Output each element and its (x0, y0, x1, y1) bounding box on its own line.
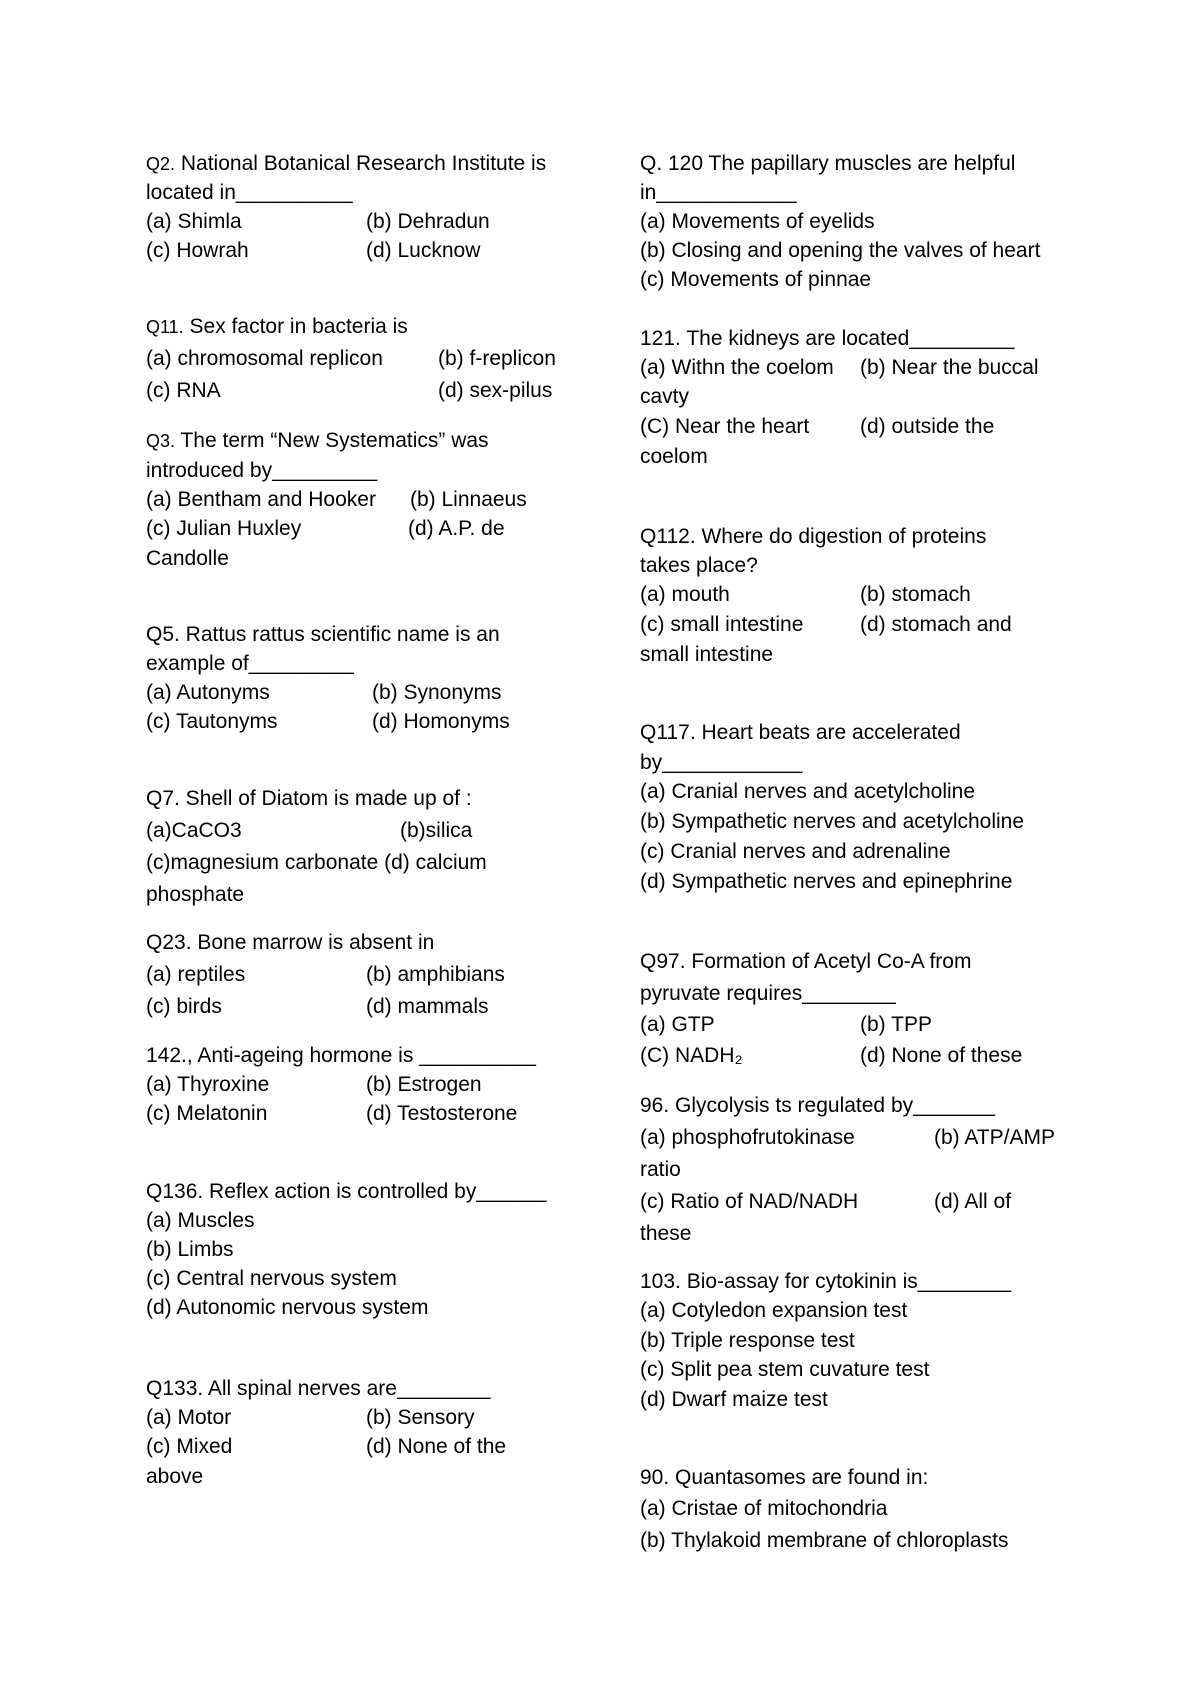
option-c: (c) Central nervous system (146, 1267, 397, 1290)
option-b: (b) Sensory (366, 1406, 475, 1429)
option-b: (b) Estrogen (366, 1073, 482, 1096)
option-d: (d) None of these (860, 1044, 1023, 1067)
option-a: (a) reptiles (146, 963, 246, 986)
option-a: (a) Cotyledon expansion test (640, 1299, 908, 1322)
option-c: (C) Near the heart (640, 415, 810, 438)
question-text-line: by____________ (640, 751, 803, 774)
option-d: (d) Lucknow (366, 239, 481, 262)
option-b: (b) TPP (860, 1013, 932, 1036)
question-text-line: National Botanical Research Institute is (180, 152, 547, 175)
option-d: (d) mammals (366, 995, 489, 1018)
option-c: (c) Ratio of NAD/NADH (640, 1190, 859, 1213)
option-b: (b) Closing and opening the valves of heart (640, 239, 1041, 262)
option-a: (a) Autonyms (146, 681, 270, 704)
question-text-line: 103. Bio-assay for cytokinin is________ (640, 1270, 1012, 1293)
option-a: (a) Motor (146, 1406, 232, 1429)
option-c: (c) Movements of pinnae (640, 268, 872, 291)
option-b: (b) ATP/AMP (934, 1126, 1055, 1149)
option-a: (a) Thyroxine (146, 1073, 270, 1096)
option-b: (b)silica (400, 819, 473, 842)
question-text-line: located in__________ (146, 181, 353, 204)
option-d-continued: above (146, 1465, 204, 1488)
question-text-line: takes place? (640, 554, 758, 577)
option-a: (a) chromosomal replicon (146, 347, 383, 370)
option-c-d: (c)magnesium carbonate (d) calcium (146, 851, 487, 874)
option-d: (d) A.P. de (408, 517, 505, 540)
option-b: (b) f-replicon (438, 347, 556, 370)
question-text-line: introduced by_________ (146, 459, 378, 482)
option-b: (b) Sympathetic nerves and acetylcholine (640, 810, 1025, 833)
option-a: (a) Bentham and Hooker (146, 488, 376, 511)
option-d: (d) stomach and (860, 613, 1012, 636)
question-text-line: Q112. Where do digestion of proteins (640, 525, 987, 548)
option-a: (a) GTP (640, 1013, 715, 1036)
question-text-line: 96. Glycolysis ts regulated by_______ (640, 1094, 995, 1117)
question-text-line: example of_________ (146, 652, 354, 675)
question-text-line: Sex factor in bacteria is (189, 315, 408, 338)
option-b: (b) Linnaeus (410, 488, 527, 511)
question-text-line: Q5. Rattus rattus scientific name is an (146, 623, 500, 646)
question-text-line: Q7. Shell of Diatom is made up of : (146, 787, 472, 810)
question-text-line: The term “New Systematics” was (180, 429, 489, 452)
question-number: Q3. (146, 431, 176, 451)
option-d-continued: these (640, 1222, 692, 1245)
option-b-continued: cavty (640, 385, 690, 408)
question-text-line: Q97. Formation of Acetyl Co-A from (640, 950, 972, 973)
question-text-line: Q23. Bone marrow is absent in (146, 931, 435, 954)
option-a: (a)CaCO3 (146, 819, 242, 842)
option-a: (a) mouth (640, 583, 730, 606)
option-c: (c) RNA (146, 379, 221, 402)
question-text-line: Q136. Reflex action is controlled by______ (146, 1180, 547, 1203)
option-a: (a) Cristae of mitochondria (640, 1497, 888, 1520)
question-text-line: Q. 120 The papillary muscles are helpful (640, 152, 1016, 175)
option-b: (b) Synonyms (372, 681, 502, 704)
option-a: (a) Muscles (146, 1209, 255, 1232)
option-d-continued: small intestine (640, 643, 774, 666)
option-d: (d) Testosterone (366, 1102, 518, 1125)
option-d-continued: coelom (640, 445, 708, 468)
question-text-line: in____________ (640, 181, 797, 204)
option-d: (d) outside the (860, 415, 995, 438)
option-b: (b) stomach (860, 583, 971, 606)
question-text (146, 430, 489, 451)
option-d-continued: phosphate (146, 883, 245, 906)
option-d-continued: Candolle (146, 547, 229, 570)
question-text-line: 142., Anti-ageing hormone is __________ (146, 1044, 536, 1067)
option-c: (c) Julian Huxley (146, 517, 302, 540)
option-a: (a) Cranial nerves and acetylcholine (640, 780, 976, 803)
option-a: (a) Shimla (146, 210, 242, 233)
question-number: Q11. (146, 317, 184, 337)
option-c: (c) Split pea stem cuvature test (640, 1358, 930, 1381)
option-d: (d) Autonomic nervous system (146, 1296, 429, 1319)
option-d: (d) Homonyms (372, 710, 510, 733)
option-a: (a) Movements of eyelids (640, 210, 875, 233)
option-c: (c) small intestine (640, 613, 804, 636)
option-b-continued: ratio (640, 1158, 681, 1181)
question-text (146, 316, 408, 337)
option-b: (b) Dehradun (366, 210, 490, 233)
option-b: (b) amphibians (366, 963, 505, 986)
question-text-line: 90. Quantasomes are found in: (640, 1466, 929, 1489)
option-c: (c) Cranial nerves and adrenaline (640, 840, 951, 863)
option-b: (b) Triple response test (640, 1329, 855, 1352)
question-text-line: Q117. Heart beats are accelerated (640, 721, 961, 744)
option-b: (b) Near the buccal (860, 356, 1039, 379)
option-b: (b) Limbs (146, 1238, 234, 1261)
option-b: (b) Thylakoid membrane of chloroplasts (640, 1529, 1009, 1552)
option-c: (C) NADH₂ (640, 1044, 743, 1067)
question-text-line: 121. The kidneys are located_________ (640, 327, 1015, 350)
option-d: (d) sex-pilus (438, 379, 553, 402)
option-a: (a) phosphofrutokinase (640, 1126, 855, 1149)
question-number: Q2. (146, 154, 176, 174)
option-d: (d) Dwarf maize test (640, 1388, 828, 1411)
option-a: (a) Withn the coelom (640, 356, 834, 379)
option-c: (c) birds (146, 995, 222, 1018)
option-d: (d) Sympathetic nerves and epinephrine (640, 870, 1013, 893)
option-c: (c) Mixed (146, 1435, 233, 1458)
question-text (146, 153, 546, 174)
option-d: (d) All of (934, 1190, 1012, 1213)
option-c: (c) Howrah (146, 239, 249, 262)
option-c: (c) Tautonyms (146, 710, 278, 733)
question-text-line: Q133. All spinal nerves are________ (146, 1377, 491, 1400)
option-d: (d) None of the (366, 1435, 507, 1458)
question-text-line: pyruvate requires________ (640, 982, 896, 1005)
option-c: (c) Melatonin (146, 1102, 268, 1125)
